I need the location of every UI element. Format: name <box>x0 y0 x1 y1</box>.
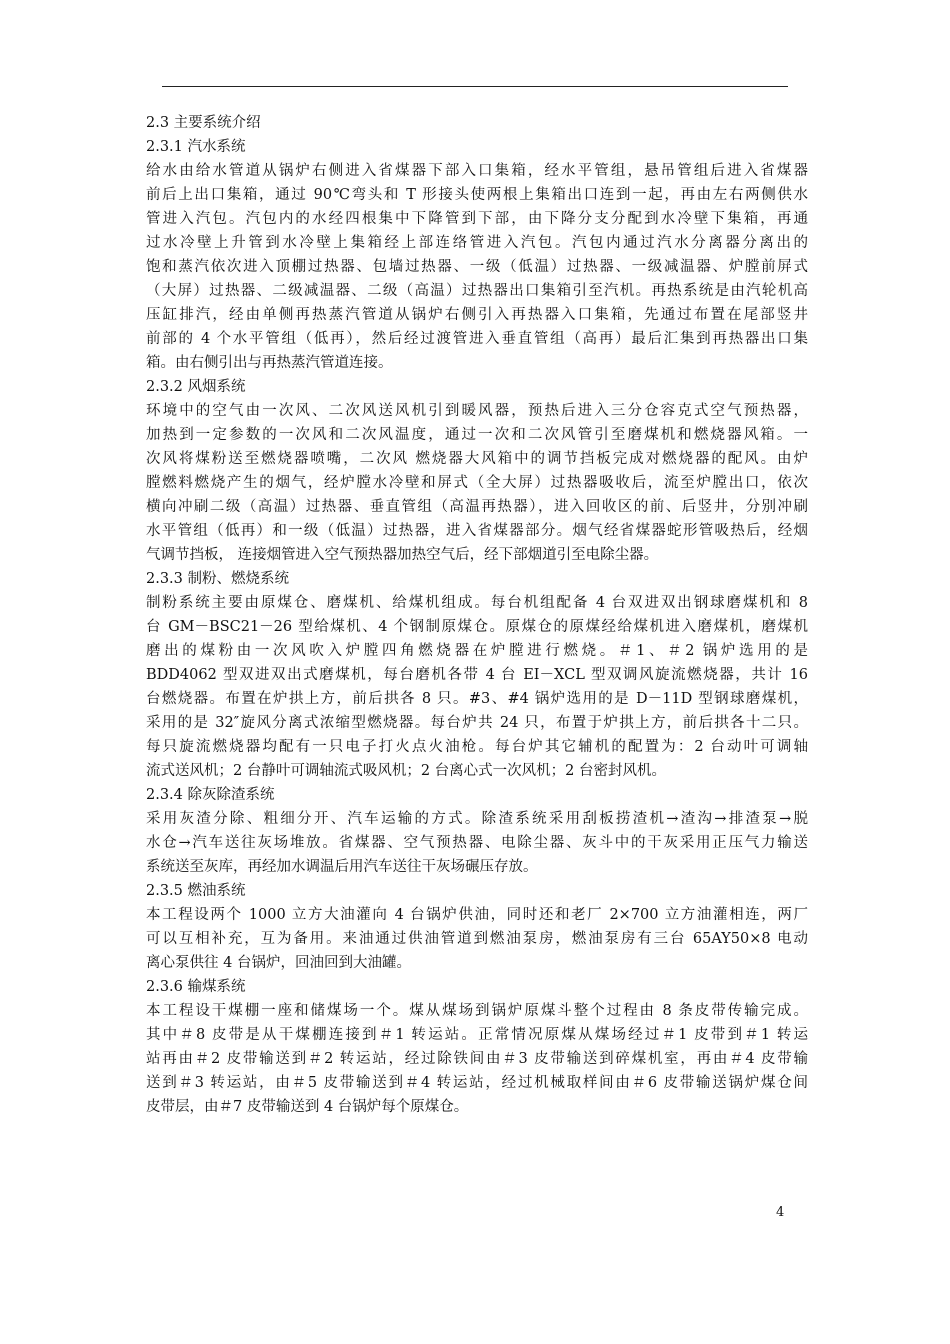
section-heading: 2.3.2 风烟系统 <box>146 379 246 395</box>
paragraph-line: 流式送风机；2 台静叶可调轴流式吸风机；2 台离心式一次风机；2 台密封风机。 <box>146 763 667 779</box>
paragraph-line: 系统送至灰库，再经加水调温后用汽车送往干灰场碾压存放。 <box>146 859 538 875</box>
paragraph-line: 前后上出口集箱，通过 90℃弯头和 T 形接头使两根上集箱出口连到一起，再由左右两侧供水 <box>146 187 808 203</box>
paragraph-line: 加热到一定参数的一次风和二次风温度，通过一次和二次风管引至磨煤机和燃烧器风箱。一 <box>146 427 808 443</box>
paragraph-line: 膛燃料燃烧产生的烟气，经炉膛水冷壁和屏式（全大屏）过热器吸收后，流至炉膛出口，依次 <box>146 475 808 491</box>
paragraph-line: 横向冲刷二级（高温）过热器、垂直管组（高温再热器），进入回收区的前、后竖井，分别冲刷 <box>146 499 808 515</box>
section-heading: 2.3 主要系统介绍 <box>146 115 261 131</box>
paragraph-line: 过水冷壁上升管到水冷壁上集箱经上部连络管进入汽包。汽包内通过汽水分离器分离出的 <box>146 235 808 251</box>
paragraph-line: 台 GM－BSC21－26 型给煤机、4 个钢制原煤仓。原煤仓的原煤经给煤机进入磨煤机，磨煤机 <box>146 619 808 635</box>
paragraph-line: 磨出的煤粉由一次风吹入炉膛四角燃烧器在炉膛进行燃烧。＃1、＃2 锅炉选用的是 <box>146 643 808 659</box>
section-heading: 2.3.5 燃油系统 <box>146 883 246 899</box>
paragraph-line: 压缸排汽，经由单侧再热蒸汽管道从锅炉右侧引入再热器入口集箱，先通过布置在尾部竖井 <box>146 307 808 323</box>
paragraph-line: 给水由给水管道从锅炉右侧进入省煤器下部入口集箱，经水平管组，悬吊管组后进入省煤器 <box>146 163 808 179</box>
document-body <box>146 111 808 1119</box>
paragraph-line: 环境中的空气由一次风、二次风送风机引到暖风器，预热后进入三分仓容克式空气预热器， <box>146 403 808 419</box>
paragraph-line: 次风将煤粉送至燃烧器喷嘴，二次风 燃烧器大风箱中的调节挡板完成对燃烧器的配风。由炉 <box>146 451 808 467</box>
paragraph-line: 台燃烧器。布置在炉拱上方，前后拱各 8 只。#3、#4 锅炉选用的是 D－11D 型钢球磨煤机， <box>146 691 808 707</box>
paragraph-line: 送到＃3 转运站，由＃5 皮带输送到＃4 转运站，经过机械取样间由＃6 皮带输送锅炉煤仓间 <box>146 1075 808 1091</box>
paragraph-line: 气调节挡板， 连接烟管进入空气预热器加热空气后，经下部烟道引至电除尘器。 <box>146 547 659 563</box>
paragraph-line: 离心泵供往 4 台锅炉，回油回到大油罐。 <box>146 955 411 971</box>
paragraph-line: 站再由＃2 皮带输送到＃2 转运站，经过除铁间由＃3 皮带输送到碎煤机室，再由＃4 皮带输 <box>146 1051 808 1067</box>
paragraph-line: 本工程设两个 1000 立方大油灌向 4 台锅炉供油，同时还和老厂 2×700 立方油灌相连，两厂 <box>146 907 808 923</box>
section-heading: 2.3.4 除灰除渣系统 <box>146 787 275 803</box>
paragraph-line: 采用的是 32″旋风分离式浓缩型燃烧器。每台炉共 24 只，布置于炉拱上方，前后拱各十二只。 <box>146 715 808 731</box>
paragraph-line: 本工程设干煤棚一座和储煤场一个。煤从煤场到锅炉原煤斗整个过程由 8 条皮带传输完成。 <box>146 1003 808 1019</box>
paragraph-line: 前部的 4 个水平管组（低再），然后经过渡管进入垂直管组（高再）最后汇集到再热器出口集 <box>146 331 808 347</box>
paragraph-line: BDD4062 型双进双出式磨煤机，每台磨机各带 4 台 EI－XCL 型双调风旋流燃烧器，共计 16 <box>146 667 808 683</box>
paragraph-line: 采用灰渣分除、粗细分开、汽车运输的方式。除渣系统采用刮板捞渣机→渣沟→排渣泵→脱 <box>146 811 808 827</box>
paragraph-line: 饱和蒸汽依次进入顶棚过热器、包墙过热器、一级（低温）过热器、一级减温器、炉膛前屏式 <box>146 259 808 275</box>
paragraph-line: 每只旋流燃烧器均配有一只电子打火点火油枪。每台炉其它辅机的配置为：2 台动叶可调轴 <box>146 739 808 755</box>
paragraph-line: 水仓→汽车送往灰场堆放。省煤器、空气预热器、电除尘器、灰斗中的干灰采用正压气力输送 <box>146 835 808 851</box>
section-heading: 2.3.6 输煤系统 <box>146 979 246 995</box>
header-rule <box>162 86 788 87</box>
paragraph-line: 箱。由右侧引出与再热蒸汽管道连接。 <box>146 355 393 371</box>
paragraph-line: 水平管组（低再）和一级（低温）过热器，进入省煤器部分。烟气经省煤器蛇形管吸热后，经烟 <box>146 523 808 539</box>
paragraph-line: 管进入汽包。汽包内的水经四根集中下降管到下部，由下降分支分配到水冷壁下集箱，再通 <box>146 211 808 227</box>
section-heading: 2.3.1 汽水系统 <box>146 139 246 155</box>
paragraph-line: （大屏）过热器、二级减温器、二级（高温）过热器出口集箱引至汽机。再热系统是由汽轮机高 <box>146 283 808 299</box>
paragraph-line: 皮带层，由＃7 皮带输送到 4 台锅炉每个原煤仓。 <box>146 1099 469 1115</box>
page-number: 4 <box>776 1205 785 1220</box>
section-heading: 2.3.3 制粉、燃烧系统 <box>146 571 290 587</box>
paragraph-line: 可以互相补充，互为备用。来油通过供油管道到燃油泵房，燃油泵房有三台 65AY50×8 电动 <box>146 931 808 947</box>
paragraph-line: 其中＃8 皮带是从干煤棚连接到＃1 转运站。正常情况原煤从煤场经过＃1 皮带到＃1 转运 <box>146 1027 808 1043</box>
paragraph-line: 制粉系统主要由原煤仓、磨煤机、给煤机组成。每台机组配备 4 台双进双出钢球磨煤机和 8 <box>146 595 808 611</box>
